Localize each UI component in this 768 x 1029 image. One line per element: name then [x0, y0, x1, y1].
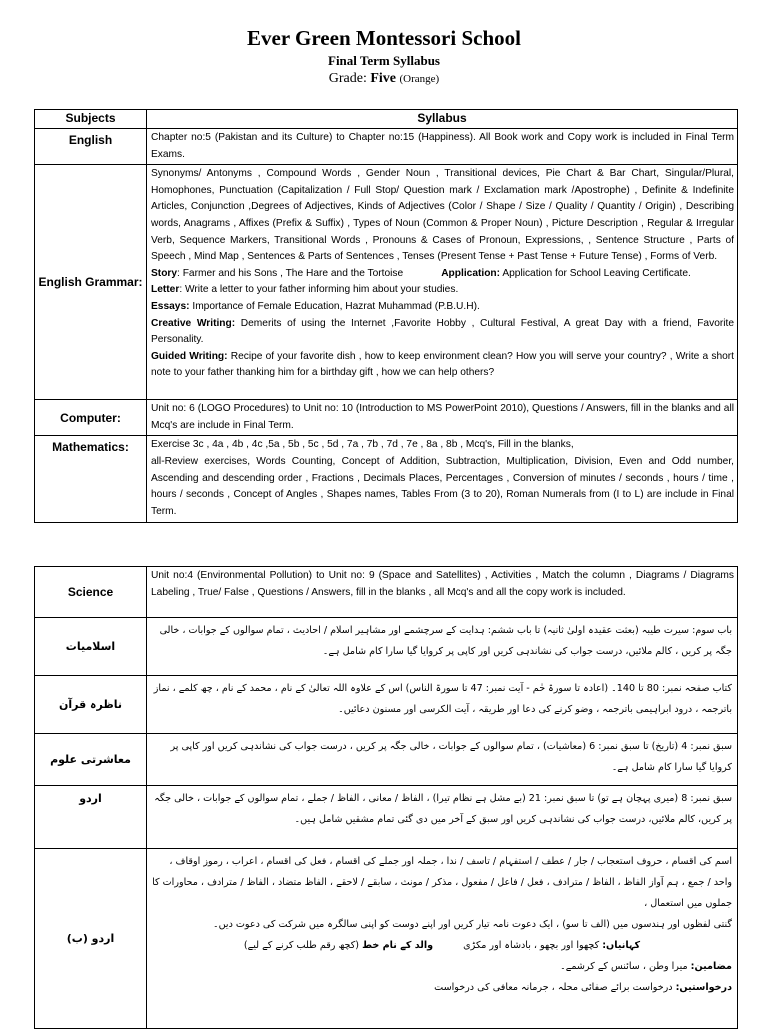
grade-label: Grade: [328, 71, 367, 86]
syllabus-nazra [147, 676, 738, 734]
urdu-b-essays-line [152, 956, 732, 977]
table-row-social [35, 734, 738, 786]
urdu-b-apps-text: درخواست برائے صفائی محلہ ، جرمانہ معافی کی درخواست [434, 982, 676, 993]
grade-note: (Orange) [399, 73, 440, 85]
table-row-grammar [35, 165, 738, 400]
islamiat-text: باب سوم: سیرت طیبہ (بعثت عقیدہ اولیٰ ثانیہ) تا باب ششم: ہدایت کے سرچشمے اور مشاہیر اسلام / احادیث ، تمام سوالوں کے جوابات ، خالی جگہ پر کریں ، کالم ملائیں، درست جواب کی نشاندہی کریں اور کاپی پر کروایا گیا سارا کام شامل ہے۔ [159, 625, 732, 657]
urdu-b-essays-label: مضامین: [690, 961, 732, 972]
essays-label: Essays: [151, 300, 190, 312]
syllabus-math [147, 436, 738, 523]
grammar-letter-line [151, 282, 734, 299]
table-row-urdu-b [35, 849, 738, 1029]
subject-islamiat: اسلامیات [35, 618, 147, 676]
creative-label: Creative Writing: [151, 317, 236, 329]
story-label: Story [151, 267, 178, 279]
subject-urdu: اردو [35, 786, 147, 849]
creative-text: Demerits of using the Internet ,Favorite Hobby , Cultural Festival, A great Day with a friend, Favorite Personality. [151, 317, 735, 346]
urdu-b-stories-label: کہانیاں: [602, 940, 641, 951]
syllabus-table-2 [34, 566, 738, 1029]
urdu-b-letter-label: والد کے نام خط [362, 940, 434, 951]
urdu-b-stories-line [152, 935, 732, 956]
grade-line [0, 71, 768, 87]
subject-grammar: English Grammar: [35, 165, 147, 400]
grammar-guided-line [151, 349, 734, 382]
subject-english: English [35, 129, 147, 165]
urdu-b-essays-text: میرا وطن ، سائنس کے کرشمے۔ [560, 961, 691, 972]
urdu-b-apps-label: درخواستیں: [675, 982, 732, 993]
letter-text: : Write a letter to your father informing him about your studies. [179, 284, 459, 296]
syllabus-computer: Unit no: 6 (LOGO Procedures) to Unit no: 10 (Introduction to MS PowerPoint 2010), Questions / Answers, fill in the blanks and all Mcq's are include in Final Term. [147, 400, 738, 436]
syllabus-urdu [147, 786, 738, 849]
syllabus-science: Unit no:4 (Environmental Pollution) to Unit no: 9 (Space and Satellites) , Activities , Match the column , Diagrams / Diagrams Labeling , True/ False , Questions / Answers, fill in the blanks , all Mcq's and all the copy work is included. [147, 567, 738, 618]
subject-nazra: ناظرہ قرآن [35, 676, 147, 734]
syllabus-table-1 [34, 109, 738, 523]
table-row-computer [35, 400, 738, 436]
syllabus-social [147, 734, 738, 786]
syllabus-islamiat [147, 618, 738, 676]
col-syllabus: Syllabus [147, 110, 738, 129]
syllabus-english: Chapter no:5 (Pakistan and its Culture) to Chapter no:15 (Happiness). All Book work and Copy work is included in Final Term Exams. [147, 129, 738, 165]
guided-label: Guided Writing: [151, 350, 228, 362]
grammar-essays-line [151, 299, 734, 316]
letter-label: Letter [151, 284, 180, 296]
subject-social: معاشرتی علوم [35, 734, 147, 786]
story-text: : Farmer and his Sons , The Hare and the Tortoise [177, 267, 404, 279]
grammar-creative-line [151, 316, 734, 349]
urdu-text: سبق نمبر: 8 (میری پہچان ہے تو) تا سبق نمبر: 21 (بے مشل ہے نظام تیرا) ، الفاظ / معانی ، الفاظ / جملے ، تمام سوالوں کے جوابات ، خالی جگہ پر کریں، کالم ملائیں، درست جواب کی نشاندہی کریں اور سبق کے آخر میں دی گئی تمام مشقیں شامل ہیں۔ [154, 793, 732, 825]
subject-science: Science [35, 567, 147, 618]
col-subjects: Subjects [35, 110, 147, 129]
table-row-math [35, 436, 738, 523]
urdu-b-line-2: گنتی لفظوں اور ہندسوں میں (الف تا سو) ، ایک دعوت نامہ تیار کریں اور اپنے دوست کو اپنی سالگرہ میں شرکت کی دعوت دیں۔ [212, 919, 732, 930]
urdu-b-apps-line [152, 977, 732, 998]
subject-urdu-b: اردو (ب) [35, 849, 147, 1029]
social-text: سبق نمبر: 4 (تاریخ) تا سبق نمبر: 6 (معاشیات) ، تمام سوالوں کے جوابات ، خالی جگہ پر کریں ، درست جواب کی نشاندہی کریں اور کاپی پر کروایا گیا سارا کام شامل ہے۔ [170, 741, 732, 773]
essays-text: Importance of Female Education, Hazrat Muhammad (P.B.U.H). [189, 300, 480, 312]
syllabus-grammar [147, 165, 738, 400]
urdu-b-letter-text: (کچھ رقم طلب کرنے کے لیے) [243, 940, 363, 951]
table-row-english [35, 129, 738, 165]
grammar-story-line [151, 266, 734, 283]
grammar-topics: Synonyms/ Antonyms , Compound Words , Gender Noun , Transitional devices, Pie Chart & Bar Chart, Singular/Plural, Homophones, Punctuation (Capitalization / Full Stop/ Question mark / Exclamation mark /Apostrophe) , Definite & Indefinite Articles, Conjunction ,Degrees of Adjectives, Kinds of Adjectives (Color / Shape / Size / Quality / Quantity / Origin) , Describing words, Anagrams , Affixes (Prefix & Suffix) , Types of Noun (Common & Proper Noun) , Picture Description , Regular & Irregular Verb, Sequence Markers, Transitional Words , Pronouns & Cases of Pronoun, Expressions, , Sentence Structure , Parts of Speech , Mind Map , Sentences & Parts of Sentences , Tenses (Present Tense + Past Tense + Future Tense) , Forms of Verb. [151, 168, 734, 263]
application-text: Application for School Leaving Certificate. [500, 267, 691, 279]
table-row-urdu [35, 786, 738, 849]
urdu-b-stories-text: کچھوا اور بچھو ، بادشاہ اور مکڑی [463, 940, 603, 951]
term-title: Final Term Syllabus [328, 53, 440, 68]
application-label: Application: [441, 267, 501, 279]
subject-math: Mathematics: [35, 436, 147, 523]
table-row-nazra [35, 676, 738, 734]
nazra-text: کتاب صفحہ نمبر: 80 تا 140۔ (اعادہ تا سورۃ حٰم - آیت نمبر: 47 تا سورۃ الناس) اس کے علاوہ اللہ تعالیٰ کے نام ، محمد کے نام ، چھ کلمے ، نماز باترجمہ ، درود ابراہیمی باترجمہ ، وضو کرنے کی دعا اور طریقہ ، آیت الکرسی اور مسنون دعائیں۔ [153, 683, 732, 715]
urdu-b-line-1: اسم کی اقسام ، حروف استعجاب / جار / عطف / استفہام / تاسف / ندا ، جملہ اور جملے کی اقسام ، فعل کی اقسام ، اعراب ، رموز اوقاف ، واحد / جمع ، ہم آواز الفاظ ، الفاظ / مترادف ، فعل / فاعل / مفعول ، مذکر / مونث ، سابقے / لاحقے ، الفاظ متضاد ، الفاظ / مترادف ، محاورات کا جملوں میں استعمال ، [152, 856, 732, 909]
table-row-islamiat [35, 618, 738, 676]
table-header-row [35, 110, 738, 129]
grade-value: Five [370, 71, 397, 86]
table-row-science [35, 567, 738, 618]
guided-text: Recipe of your favorite dish , how to keep environment clean? How you will serve your country? , Write a short note to your father thanking him for a birthday gift , how we can help others? [151, 350, 734, 379]
school-name: Ever Green Montessori School [247, 26, 521, 50]
math-line-1: Exercise 3c , 4a , 4b , 4c ,5a , 5b , 5c , 5d , 7a , 7b , 7d , 7e , 8a , 8b , Mcq's, Fill in the blanks, [151, 439, 574, 451]
math-line-2: all-Review exercises, Words Counting, Concept of Addition, Subtraction, Multiplication, Division, Even and Odd number, Ascending and descending order , Fractions , Decimals Places, Percentages , Conversion of minutes / seconds , hours / time , hours / seconds , Concept of Angles , Shapes names, Tables From (3 to 20), Roman Numerals from (I to L) are include in Final Term. [151, 455, 734, 517]
subject-computer: Computer: [35, 400, 147, 436]
syllabus-urdu-b [147, 849, 738, 1029]
